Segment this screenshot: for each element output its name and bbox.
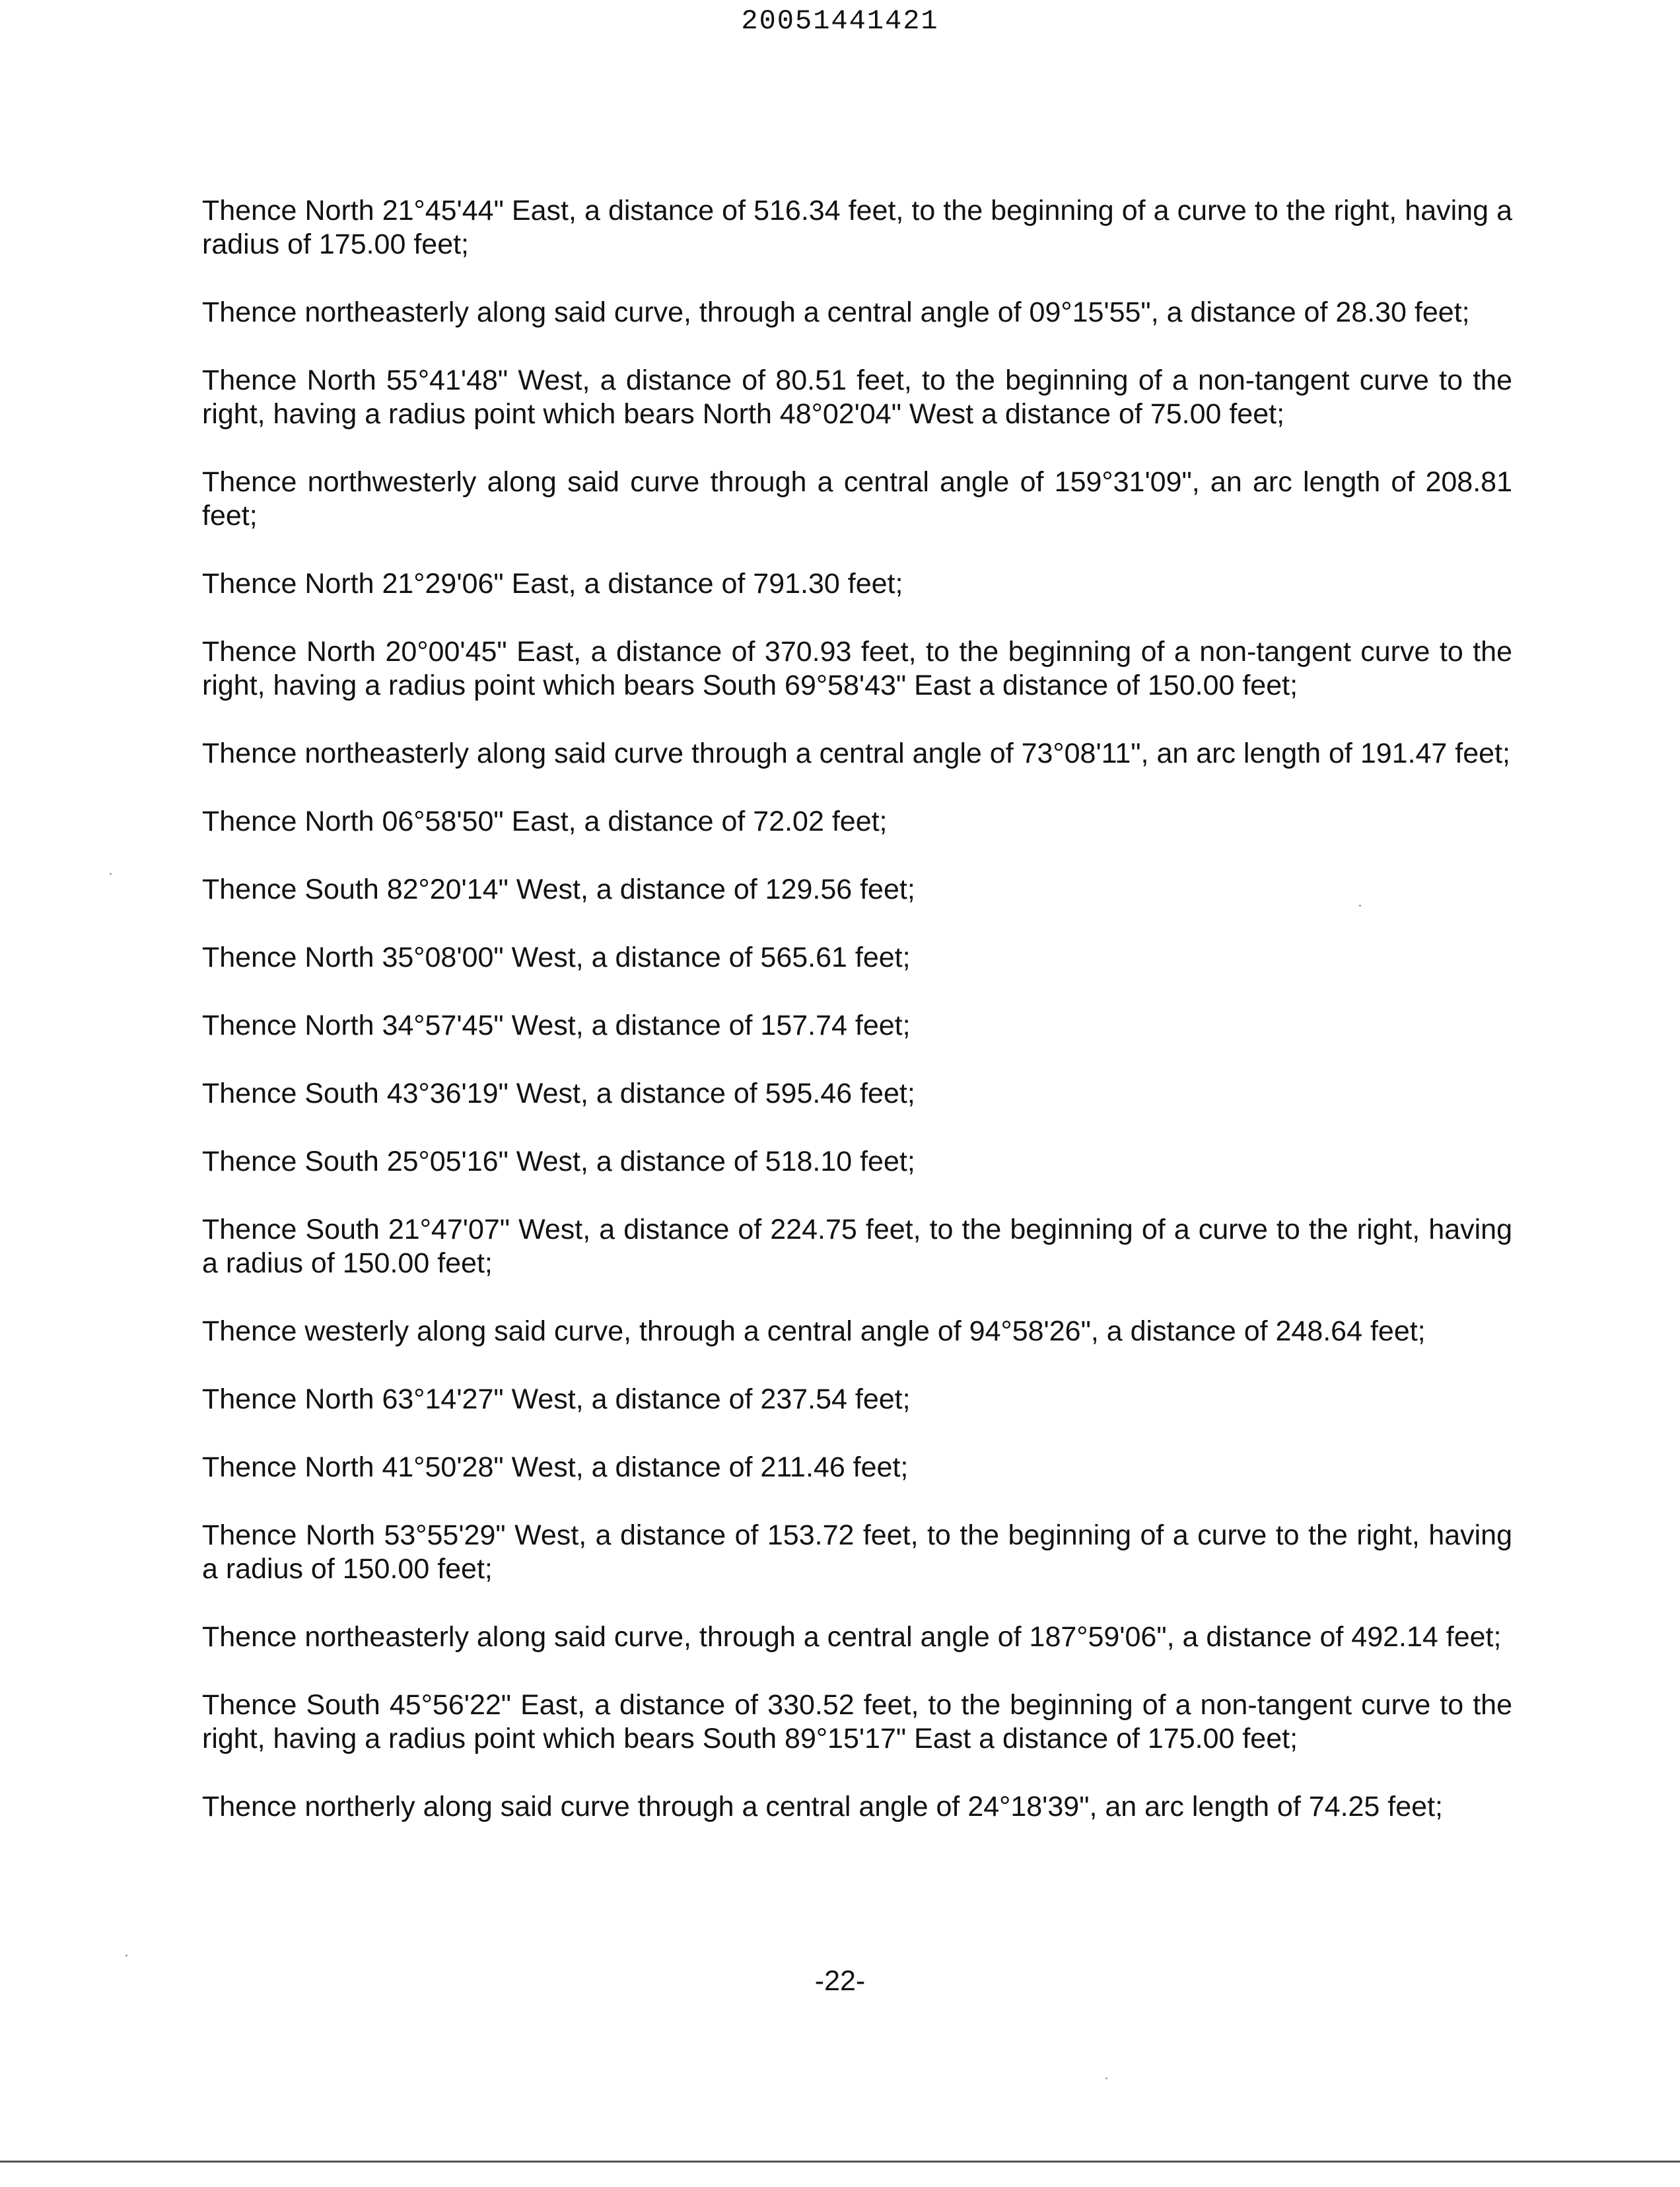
paragraph: Thence North 53°55'29" West, a distance of 153.72 feet, to the beginning of a curve to the right, having a radius of 150.00 feet;	[202, 1519, 1512, 1585]
paragraph: Thence South 43°36'19" West, a distance of 595.46 feet;	[202, 1078, 915, 1109]
paragraph: Thence northerly along said curve through a central angle of 24°18'39", an arc length of 74.25 feet;	[202, 1791, 1443, 1822]
paragraph: Thence North 21°45'44" East, a distance of 516.34 feet, to the beginning of a curve to the right, having a radius of 175.00 feet;	[202, 195, 1512, 260]
paragraph: Thence North 34°57'45" West, a distance of 157.74 feet;	[202, 1010, 911, 1041]
paragraph: Thence North 21°29'06" East, a distance of 791.30 feet;	[202, 568, 903, 600]
paragraph: Thence North 20°00'45" East, a distance of 370.93 feet, to the beginning of a non-tangent curve to the right, having a radius point which bears South 69°58'43" East a distance of 150.00 feet;	[202, 636, 1512, 701]
paragraph: Thence North 63°14'27" West, a distance of 237.54 feet;	[202, 1383, 911, 1415]
document-number: 20051441421	[741, 5, 939, 37]
paragraph: Thence northeasterly along said curve, through a central angle of 187°59'06", a distance of 492.14 feet;	[202, 1621, 1502, 1653]
paragraph: Thence North 06°58'50" East, a distance of 72.02 feet;	[202, 806, 888, 837]
paragraph: Thence South 25°05'16" West, a distance of 518.10 feet;	[202, 1146, 915, 1177]
paragraph: Thence northeasterly along said curve through a central angle of 73°08'11", an arc length of 191.47 feet;	[202, 738, 1510, 769]
legal-description-body	[202, 194, 1512, 1858]
paragraph: Thence South 45°56'22" East, a distance of 330.52 feet, to the beginning of a non-tangent curve to the right, having a radius point which bears South 89°15'17" East a distance of 175.00 feet;	[202, 1689, 1512, 1754]
bottom-rule	[0, 2161, 1680, 2163]
paragraph: Thence North 41°50'28" West, a distance of 211.46 feet;	[202, 1451, 909, 1483]
scan-speck	[125, 1955, 127, 1957]
scan-speck	[1359, 905, 1361, 907]
paragraph: Thence northeasterly along said curve, through a central angle of 09°15'55", a distance of 28.30 feet;	[202, 296, 1470, 328]
paragraph: Thence westerly along said curve, through a central angle of 94°58'26", a distance of 248.64 feet;	[202, 1315, 1426, 1347]
paragraph: Thence northwesterly along said curve through a central angle of 159°31'09", an arc length of 208.81 feet;	[202, 466, 1512, 532]
paragraph: Thence North 35°08'00" West, a distance of 565.61 feet;	[202, 942, 911, 973]
scan-speck	[1105, 2077, 1107, 2079]
paragraph: Thence North 55°41'48" West, a distance of 80.51 feet, to the beginning of a non-tangent curve to the right, having a radius point which bears North 48°02'04" West a distance of 75.00 feet;	[202, 364, 1512, 430]
page-number: -22-	[814, 1965, 866, 1997]
scan-speck	[110, 873, 112, 875]
paragraph: Thence South 82°20'14" West, a distance of 129.56 feet;	[202, 874, 915, 905]
paragraph: Thence South 21°47'07" West, a distance of 224.75 feet, to the beginning of a curve to the right, having a radius of 150.00 feet;	[202, 1214, 1512, 1279]
